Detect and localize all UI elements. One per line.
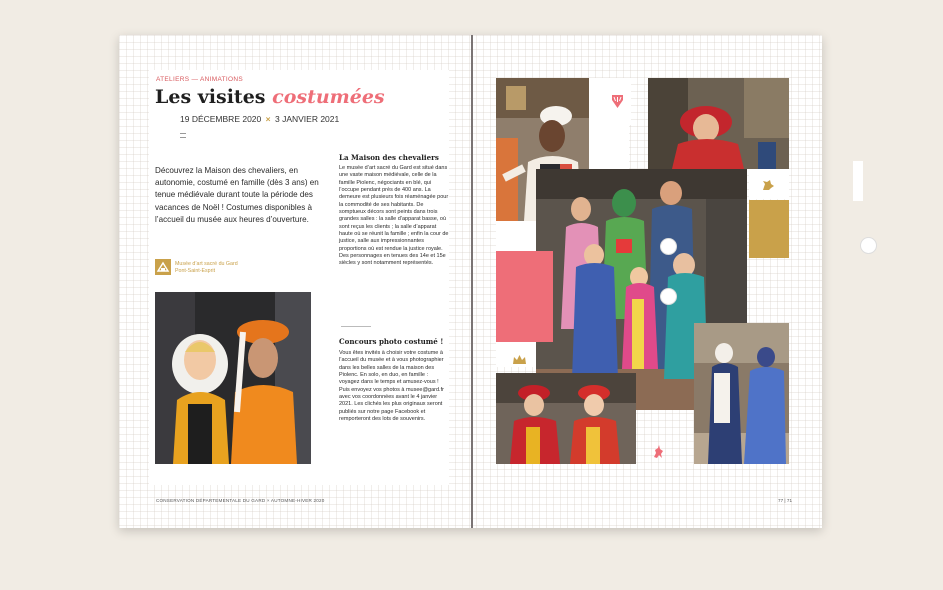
pink-block (496, 251, 553, 342)
divider-mark (180, 133, 186, 138)
white-block (589, 78, 631, 125)
crown-icon (513, 352, 526, 362)
lion-icon (761, 178, 775, 192)
page-title (155, 86, 385, 108)
photo-boy-red-hat (648, 78, 789, 169)
decorative-dot (660, 288, 677, 305)
section1-text: Le musée d’art sacré du Gard est situé dans une vaste maison médiévale, celle de la famille Piolenc, négociants en blé, qui l’occupe pendant près de 400 ans. La demeure est plusieurs fois réaménagée pour la commodité de ses habitants. De somptueux décors sont peints dans trois grandes salles : la salle d’apparat basse, où sont reçus les clients ; la salle d’apparat haute où se réunit la famille ; enfin la cour de justice, salle aux impressionnantes proportions où est rendue la justice royale. Des personnages en tenues des 14e et 15e siècles y sont notamment représentés. (339, 165, 449, 267)
left-page (119, 35, 471, 528)
section2-heading: Concours photo costumé ! (339, 337, 444, 346)
white-block (589, 125, 629, 169)
decorative-dot (660, 238, 677, 255)
column-divider (341, 326, 371, 327)
photo-two-women (694, 323, 789, 464)
gold-block (749, 200, 789, 258)
museum-logo-icon (155, 259, 171, 275)
museum-name: Musée d’art sacré du Gard (175, 261, 238, 267)
section1-heading: La Maison des chevaliers (339, 153, 439, 162)
white-block (853, 161, 863, 201)
date-end: 3 JANVIER 2021 (274, 114, 340, 124)
event-dates (180, 114, 339, 124)
section2-text: Vous êtes invités à choisir votre costume à l’accueil du musée et à vous photographier dans les belles salles de la maison des Piolenc. En solo, en duo, en famille : voyagez dans le temps et amusez-vous ! Puis envoyez vos photos à musee@gard.fr avec vos coordonnées avant le 4 janvier 2021. Les clichés les plus originaux seront publiés sur notre page Facebook et remporteront des lots de souvenirs. (339, 350, 444, 423)
date-start: 19 DÉCEMBRE 2020 (180, 114, 262, 124)
rider-icon (652, 445, 664, 459)
museum-label (175, 261, 275, 275)
pennant-icon (612, 95, 623, 108)
museum-city: Pont-Saint-Esprit (175, 268, 216, 275)
title-accent: costumées (272, 86, 385, 108)
date-separator: × (265, 114, 271, 124)
intro-paragraph: Découvrez la Maison des chevaliers, en autonomie, costumé en famille (dès 3 ans) en tenue médiévale durant toute la période des vacances de Noël ! Costumes disponibles à l’accueil du musée aux heures d’ouverture. (155, 166, 319, 224)
right-page (473, 35, 822, 528)
title-main: Les visites (155, 86, 266, 108)
photo-two-girls (155, 292, 311, 464)
page-folio: 77 | 71 (778, 498, 792, 503)
decorative-dot (860, 237, 877, 254)
page-footer: CONSERVATION DÉPARTEMENTALE DU GARD × AUTOMNE-HIVER 2020 (156, 498, 325, 503)
section-kicker: ATELIERS — ANIMATIONS (156, 76, 243, 83)
magazine-spread (119, 35, 822, 528)
photo-two-boys (496, 373, 636, 464)
